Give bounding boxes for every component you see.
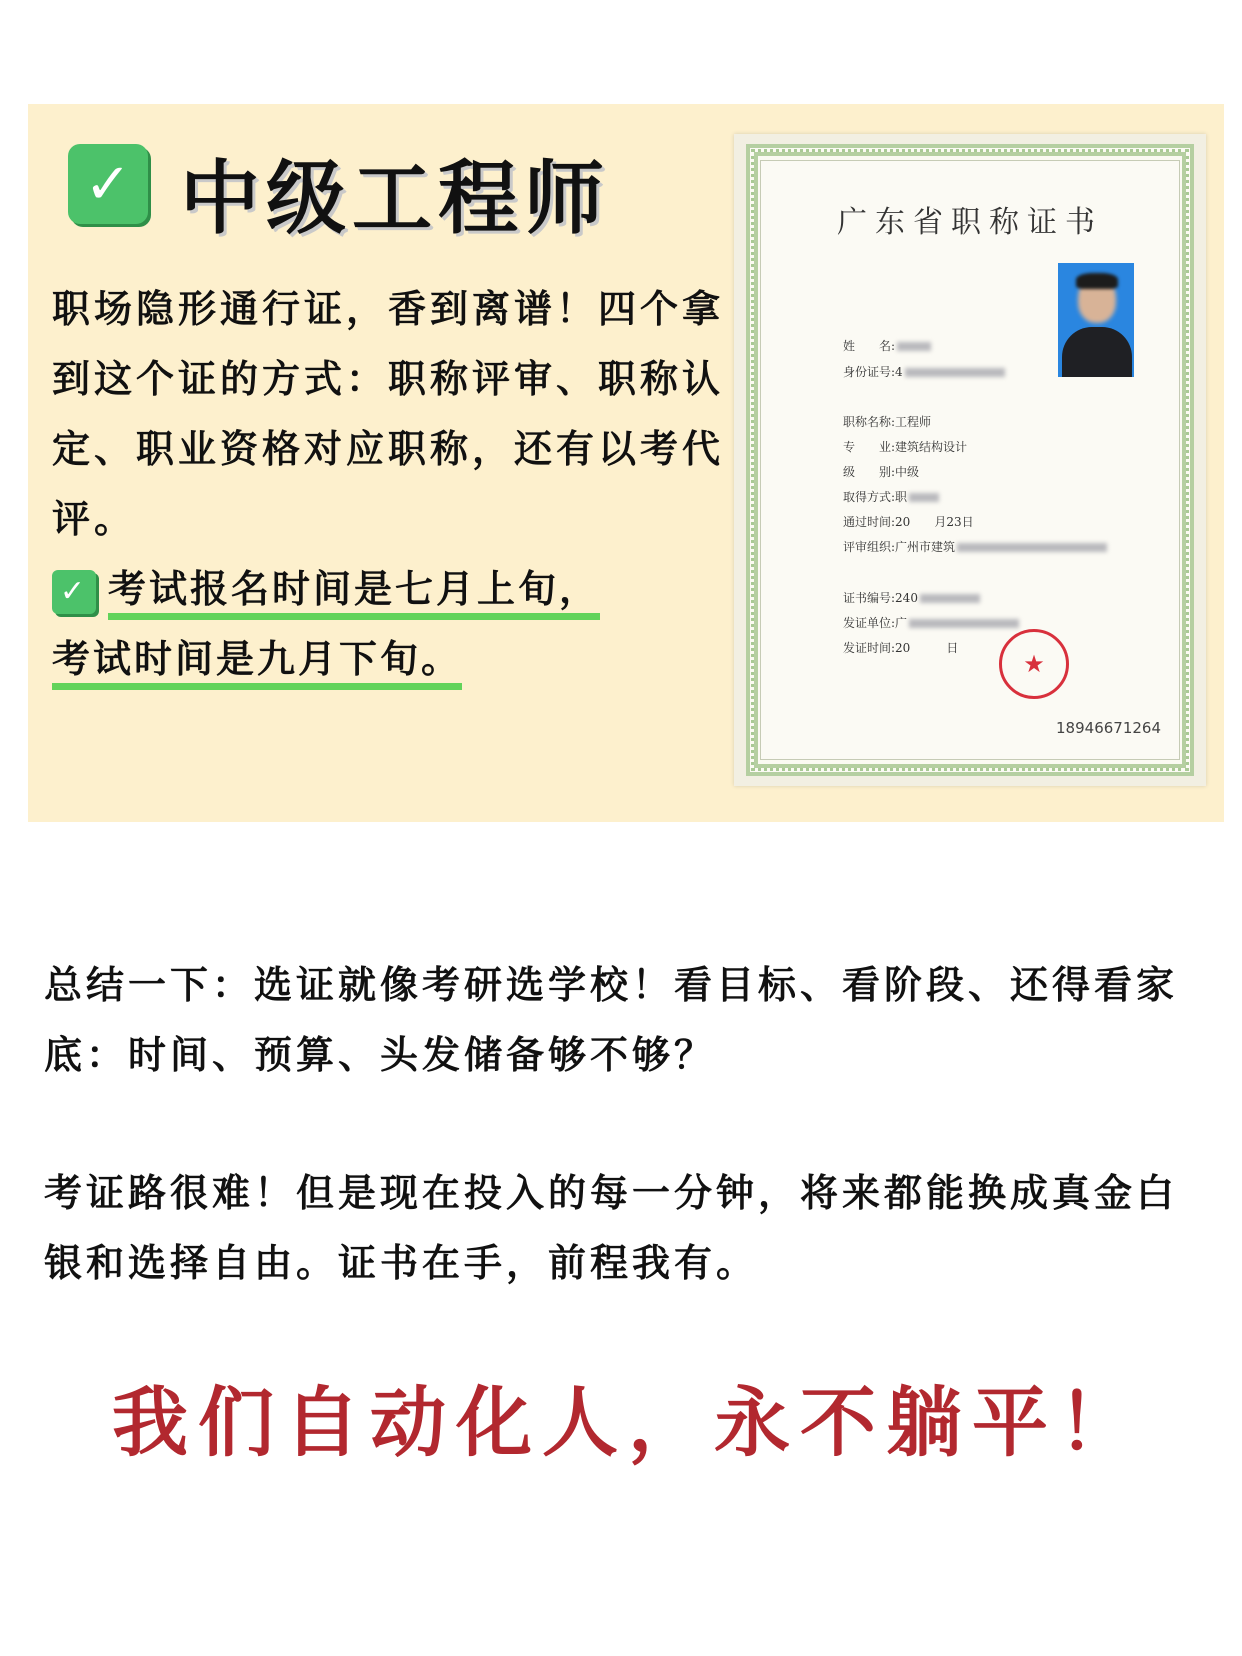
summary-paragraph: 总结一下：选证就像考研选学校！看目标、看阶段、还得看家底：时间、预算、头发储备够不够？ [44, 963, 1179, 1077]
intro-text: 职场隐形通行证，香到离谱！四个拿到这个证的方式：职称评审、职称认定、职业资格对应职称，还有以考代评。 [52, 287, 725, 541]
phone-number: 18946671264 [1056, 719, 1161, 737]
field-row: 取得方式:职 [843, 488, 939, 505]
field-row: 专 业:建筑结构设计 [843, 440, 968, 454]
field-row: 发证单位:广 [843, 614, 1019, 631]
check-icon: ✓ [68, 144, 148, 224]
id-photo [1058, 263, 1134, 377]
field-row: 级 别:中级 [843, 465, 920, 479]
check-icon: ✓ [52, 570, 96, 614]
official-seal: ★ [999, 629, 1069, 699]
exam-registration-text: 考试报名时间是七月上旬， [108, 567, 600, 620]
field-row: 姓 名: [843, 337, 931, 354]
highlight-panel [28, 104, 1224, 822]
field-row: 证书编号:240 [843, 589, 980, 606]
certificate-image [734, 134, 1206, 786]
field-row: 身份证号:4 [843, 363, 1005, 380]
field-row: 通过时间:20 月23日 [843, 515, 974, 529]
slogan: 我们自动化人，永不躺平！ [112, 1378, 1144, 1467]
certificate-body [760, 160, 1180, 760]
field-row: 职称名称:工程师 [843, 415, 932, 429]
field-row: 评审组织:广州市建筑 [843, 538, 1107, 555]
panel-title: 中级工程师 [180, 152, 610, 245]
field-row: 发证时间:20 日 [843, 641, 959, 655]
motivation-paragraph: 考证路很难！但是现在投入的每一分钟，将来都能换成真金白银和选择自由。证书在手，前程我有。 [44, 1171, 1179, 1285]
exam-date-text: 考试时间是九月下旬。 [52, 637, 462, 690]
certificate-title: 广东省职称证书 [837, 205, 1103, 240]
exam-schedule [52, 554, 742, 694]
